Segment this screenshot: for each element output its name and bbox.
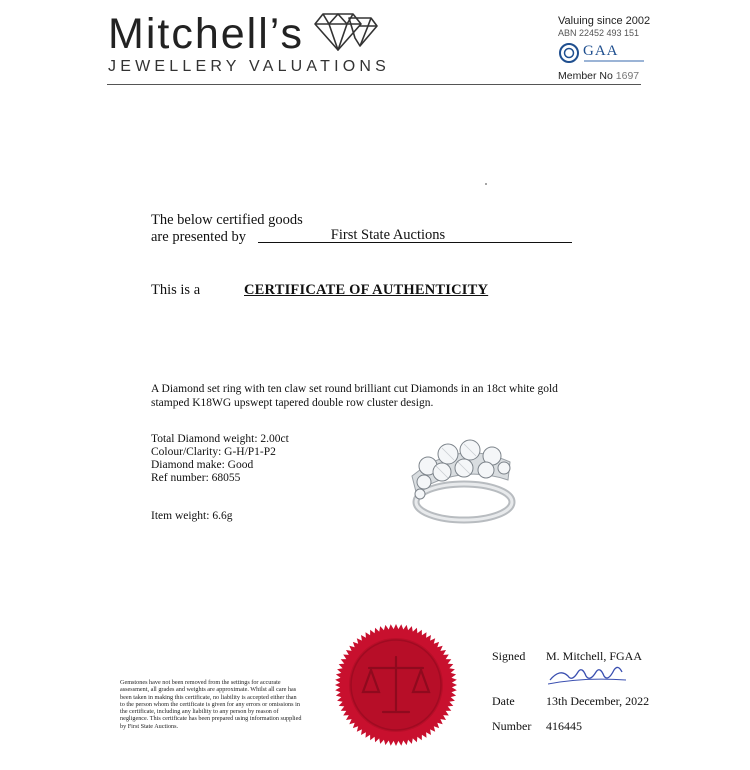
member-value: 1697 bbox=[615, 70, 640, 82]
certificate-prefix: This is a bbox=[151, 282, 201, 298]
gaa-emblem-icon bbox=[558, 42, 582, 64]
item-weight: Item weight: 6.6g bbox=[151, 510, 233, 522]
date-label: Date bbox=[492, 694, 515, 708]
colour-clarity: Colour/Clarity: G-H/P1-P2 bbox=[151, 446, 276, 458]
brand-name: Mitchell’s bbox=[108, 10, 305, 58]
disclaimer-text: Gemstones have not been removed from the settings for accurate assessment, all grades and weights are approximate. Whilst all care has been taken in making this certificate, no liability is accepted either than to the person whom the certificate is given for any errors or omissions in the certificate, including any liability to any person by reason of negligence. This certificate has been prepared using information supplied by First State Auctions. bbox=[120, 679, 302, 730]
ring-photo bbox=[398, 418, 523, 530]
item-description: A Diamond set ring with ten claw set round brilliant cut Diamonds in an 18ct white gold stamped K18WG upswept tapered double row cluster design. bbox=[151, 383, 558, 409]
number-label: Number bbox=[492, 719, 532, 733]
date-value: 13th December, 2022 bbox=[546, 694, 650, 708]
signed-value: M. Mitchell, FGAA bbox=[546, 649, 642, 663]
header-divider bbox=[107, 84, 641, 85]
ref-number: Ref number: 68055 bbox=[151, 472, 241, 484]
certified-goods-line: The below certified goods bbox=[151, 212, 303, 228]
brand-subtitle: JEWELLERY VALUATIONS bbox=[108, 58, 390, 75]
gaa-logo-text: GAA bbox=[583, 43, 619, 59]
certificate-title: CERTIFICATE OF AUTHENTICITY bbox=[244, 282, 489, 298]
paper-speck bbox=[485, 183, 487, 185]
presenter-underline bbox=[258, 242, 572, 243]
wax-seal-icon bbox=[333, 622, 459, 748]
diamond-make: Diamond make: Good bbox=[151, 459, 254, 471]
signed-label: Signed bbox=[492, 649, 526, 663]
member-number bbox=[558, 70, 639, 82]
presenter-name: First State Auctions bbox=[330, 227, 446, 243]
valuing-since: Valuing since 2002 bbox=[558, 15, 651, 27]
diamond-logo-icon bbox=[313, 8, 379, 56]
gaa-subtitle-line bbox=[584, 60, 644, 62]
total-diamond-weight: Total Diamond weight: 2.00ct bbox=[151, 433, 289, 445]
abn-number: ABN 22452 493 151 bbox=[558, 28, 640, 38]
presented-by-label: are presented by bbox=[151, 229, 247, 245]
handwritten-signature bbox=[548, 664, 628, 686]
certificate-number: 416445 bbox=[546, 719, 582, 733]
member-label: Member No bbox=[558, 70, 616, 82]
